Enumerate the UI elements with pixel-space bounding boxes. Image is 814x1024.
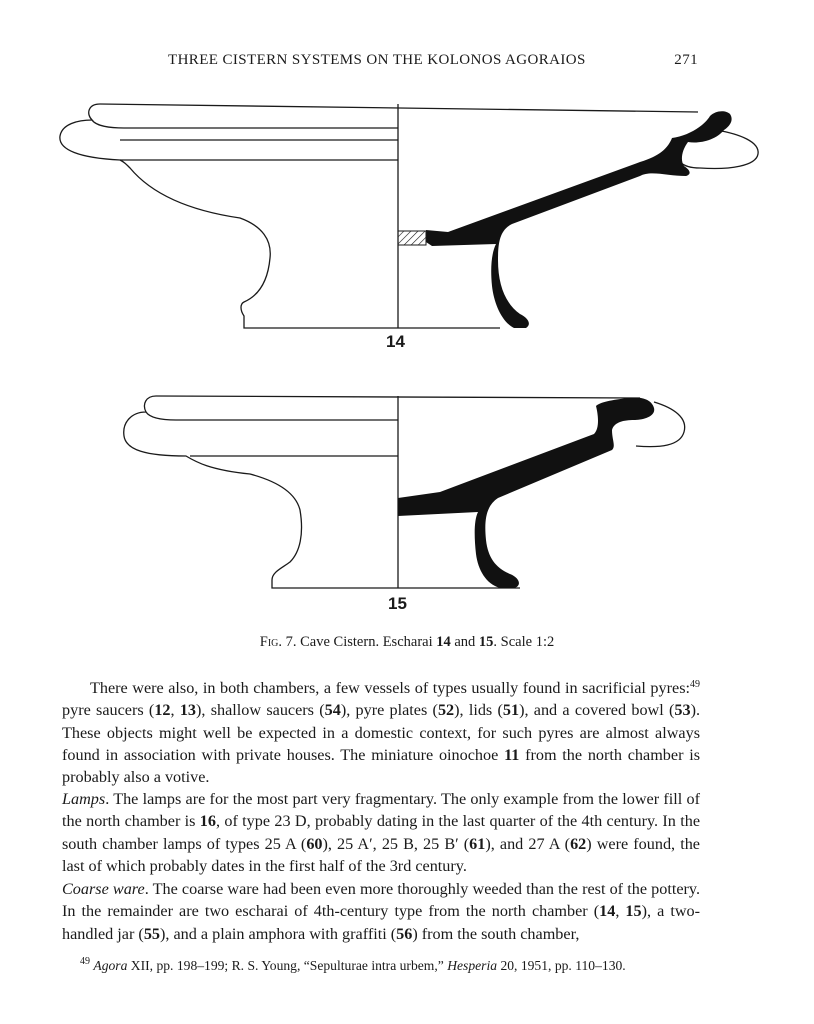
running-title: THREE CISTERN SYSTEMS ON THE KOLONOS AGORAIOS [168, 52, 586, 68]
eschara-14-profile [60, 104, 758, 328]
eschara-14-section [398, 111, 732, 328]
page-number: 271 [674, 52, 698, 68]
eschara-15-section [398, 397, 654, 588]
figure-caption: Fig. 7. Cave Cistern. Escharai 14 and 15. Scale 1:2 [259, 634, 555, 650]
footnote-49: $^{49}$ Agora XII, pp. 198–199; R. S. Young, “Sepulturae intra urbem,” Hesperia 20, 1951, pp. 110–130. [80, 956, 626, 973]
section-heading-coarse-ware: Coarse ware [62, 880, 145, 898]
paragraph-coarse-ware: Coarse ware. The coarse ware had been even more thoroughly weeded than the rest of the pottery. In the remainder are two escharai of 4th-century type from the north chamber (14, 15), a two-handled jar (55), and a plain amphora with graffiti (56) from the south chamber, [62, 880, 701, 943]
footnote-ref[interactable]: 49 [690, 679, 700, 690]
figure-label-14: 14 [386, 332, 405, 351]
section-heading-lamps: Lamps [62, 790, 106, 808]
figure-7 [0, 90, 814, 630]
eschara-drawings [0, 90, 814, 630]
running-head [168, 52, 698, 72]
paragraph-lamps: Lamps. The lamps are for the most part very fragmentary. The only example from the lower fill of the north chamber is 16, of type 23 D, probably dating in the last quarter of the 4th century. In the south chamber lamps of types 25 A (60), 25 A′, 25 B, 25 B′ (61), and 27 A (62) were found, the last of which probably dates in the first half of the 3rd century. [62, 790, 701, 875]
figure-label-15: 15 [388, 594, 407, 613]
paragraph-votives: There were also, in both chambers, a few vessels of types usually found in sacrificial pyres:$^{49}$ pyre saucers (12, 13), shallow saucers (54), pyre plates (52), lids (51), and a covered bowl (53). These objects might well be expected in a domestic context, for such pyres are almost always found in association with private houses. The miniature oinochoe 11 from the north chamber is probably also a votive. [62, 679, 701, 787]
footnote-number: 49 [80, 956, 90, 967]
